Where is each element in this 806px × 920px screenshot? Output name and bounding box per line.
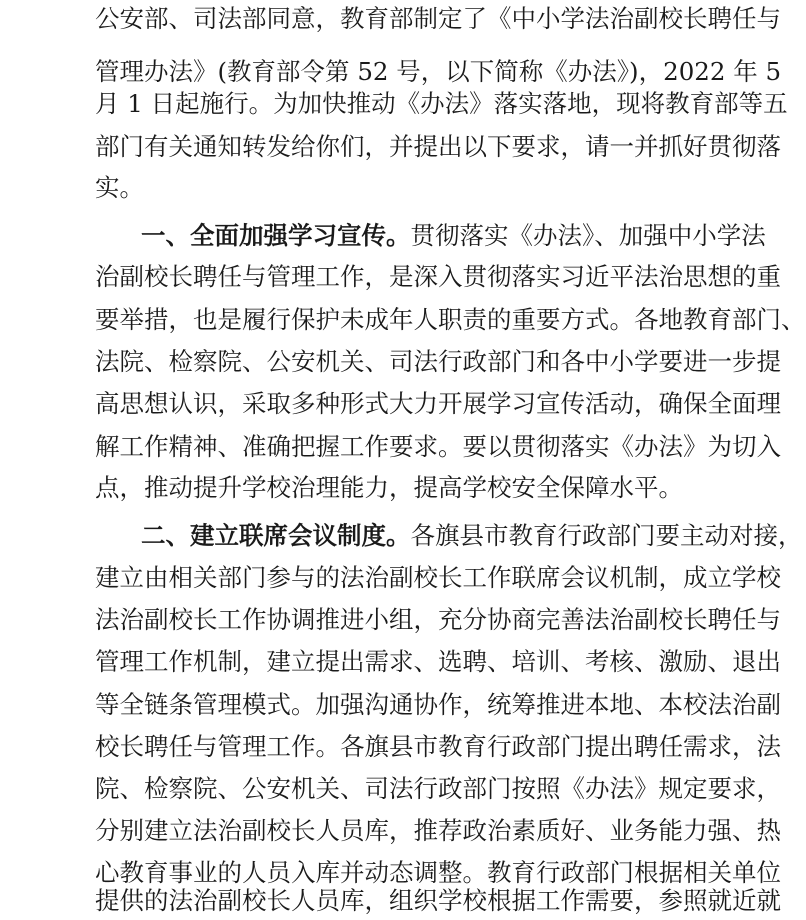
paragraph-2-line-2: 治副校长聘任与管理工作，是深入贯彻落实习近平法治思想的重 [95, 262, 781, 291]
paragraph-2-line-1-text: 贯彻落实《办法》、加强中小学法 [410, 221, 766, 250]
paragraph-3-line-10: 提供的法治副校长人员库，组织学校根据工作需要，参照就近就 [95, 886, 781, 915]
paragraph-2-line-1 [141, 219, 766, 253]
paragraph-1-line-4: 部门有关通知转发给你们，并提出以下要求，请一并抓好贯彻落 [95, 132, 781, 161]
paragraph-1-line-2: 管理办法》(教育部令第 52 号，以下简称《办法》)，2022 年 5 [95, 57, 782, 86]
paragraph-1-line-3: 月 1 日起施行。为加快推动《办法》落实落地，现将教育部等五 [95, 89, 788, 118]
paragraph-3-line-7: 院、检察院、公安机关、司法行政部门按照《办法》规定要求， [95, 774, 781, 803]
paragraph-1-line-1: 公安部、司法部同意，教育部制定了《中小学法治副校长聘任与 [95, 4, 781, 33]
section-heading-1: 一、全面加强学习宣传。 [141, 221, 411, 250]
paragraph-2-line-5: 高思想认识，采取多种形式大力开展学习宣传活动，确保全面理 [95, 389, 781, 418]
paragraph-3-line-9: 心教育事业的人员入库并动态调整。教育行政部门根据相关单位 [95, 858, 781, 887]
paragraph-3-line-1-text: 各旗县市教育行政部门要主动对接， [410, 521, 803, 550]
paragraph-2-line-7: 点，推动提升学校治理能力，提高学校安全保障水平。 [95, 473, 683, 502]
paragraph-2-line-3: 要举措，也是履行保护未成年人职责的重要方式。各地教育部门、 [95, 305, 806, 334]
paragraph-3-line-6: 校长聘任与管理工作。各旗县市教育行政部门提出聘任需求，法 [95, 732, 781, 761]
section-heading-2: 二、建立联席会议制度。 [141, 521, 411, 550]
paragraph-3-line-2: 建立由相关部门参与的法治副校长工作联席会议机制，成立学校 [95, 563, 781, 592]
paragraph-2-line-4: 法院、检察院、公安机关、司法行政部门和各中小学要进一步提 [95, 347, 781, 376]
paragraph-3-line-4: 管理工作机制，建立提出需求、选聘、培训、考核、激励、退出 [95, 647, 781, 676]
paragraph-1-line-5: 实。 [95, 173, 144, 202]
paragraph-2-line-6: 解工作精神、准确把握工作要求。要以贯彻落实《办法》为切入 [95, 432, 781, 461]
paragraph-3-line-5: 等全链条管理模式。加强沟通协作，统筹推进本地、本校法治副 [95, 690, 781, 719]
paragraph-3-line-8: 分别建立法治副校长人员库，推荐政治素质好、业务能力强、热 [95, 816, 781, 845]
paragraph-3-line-1 [141, 519, 803, 553]
paragraph-3-line-3: 法治副校长工作协调推进小组，充分协商完善法治副校长聘任与 [95, 605, 781, 634]
